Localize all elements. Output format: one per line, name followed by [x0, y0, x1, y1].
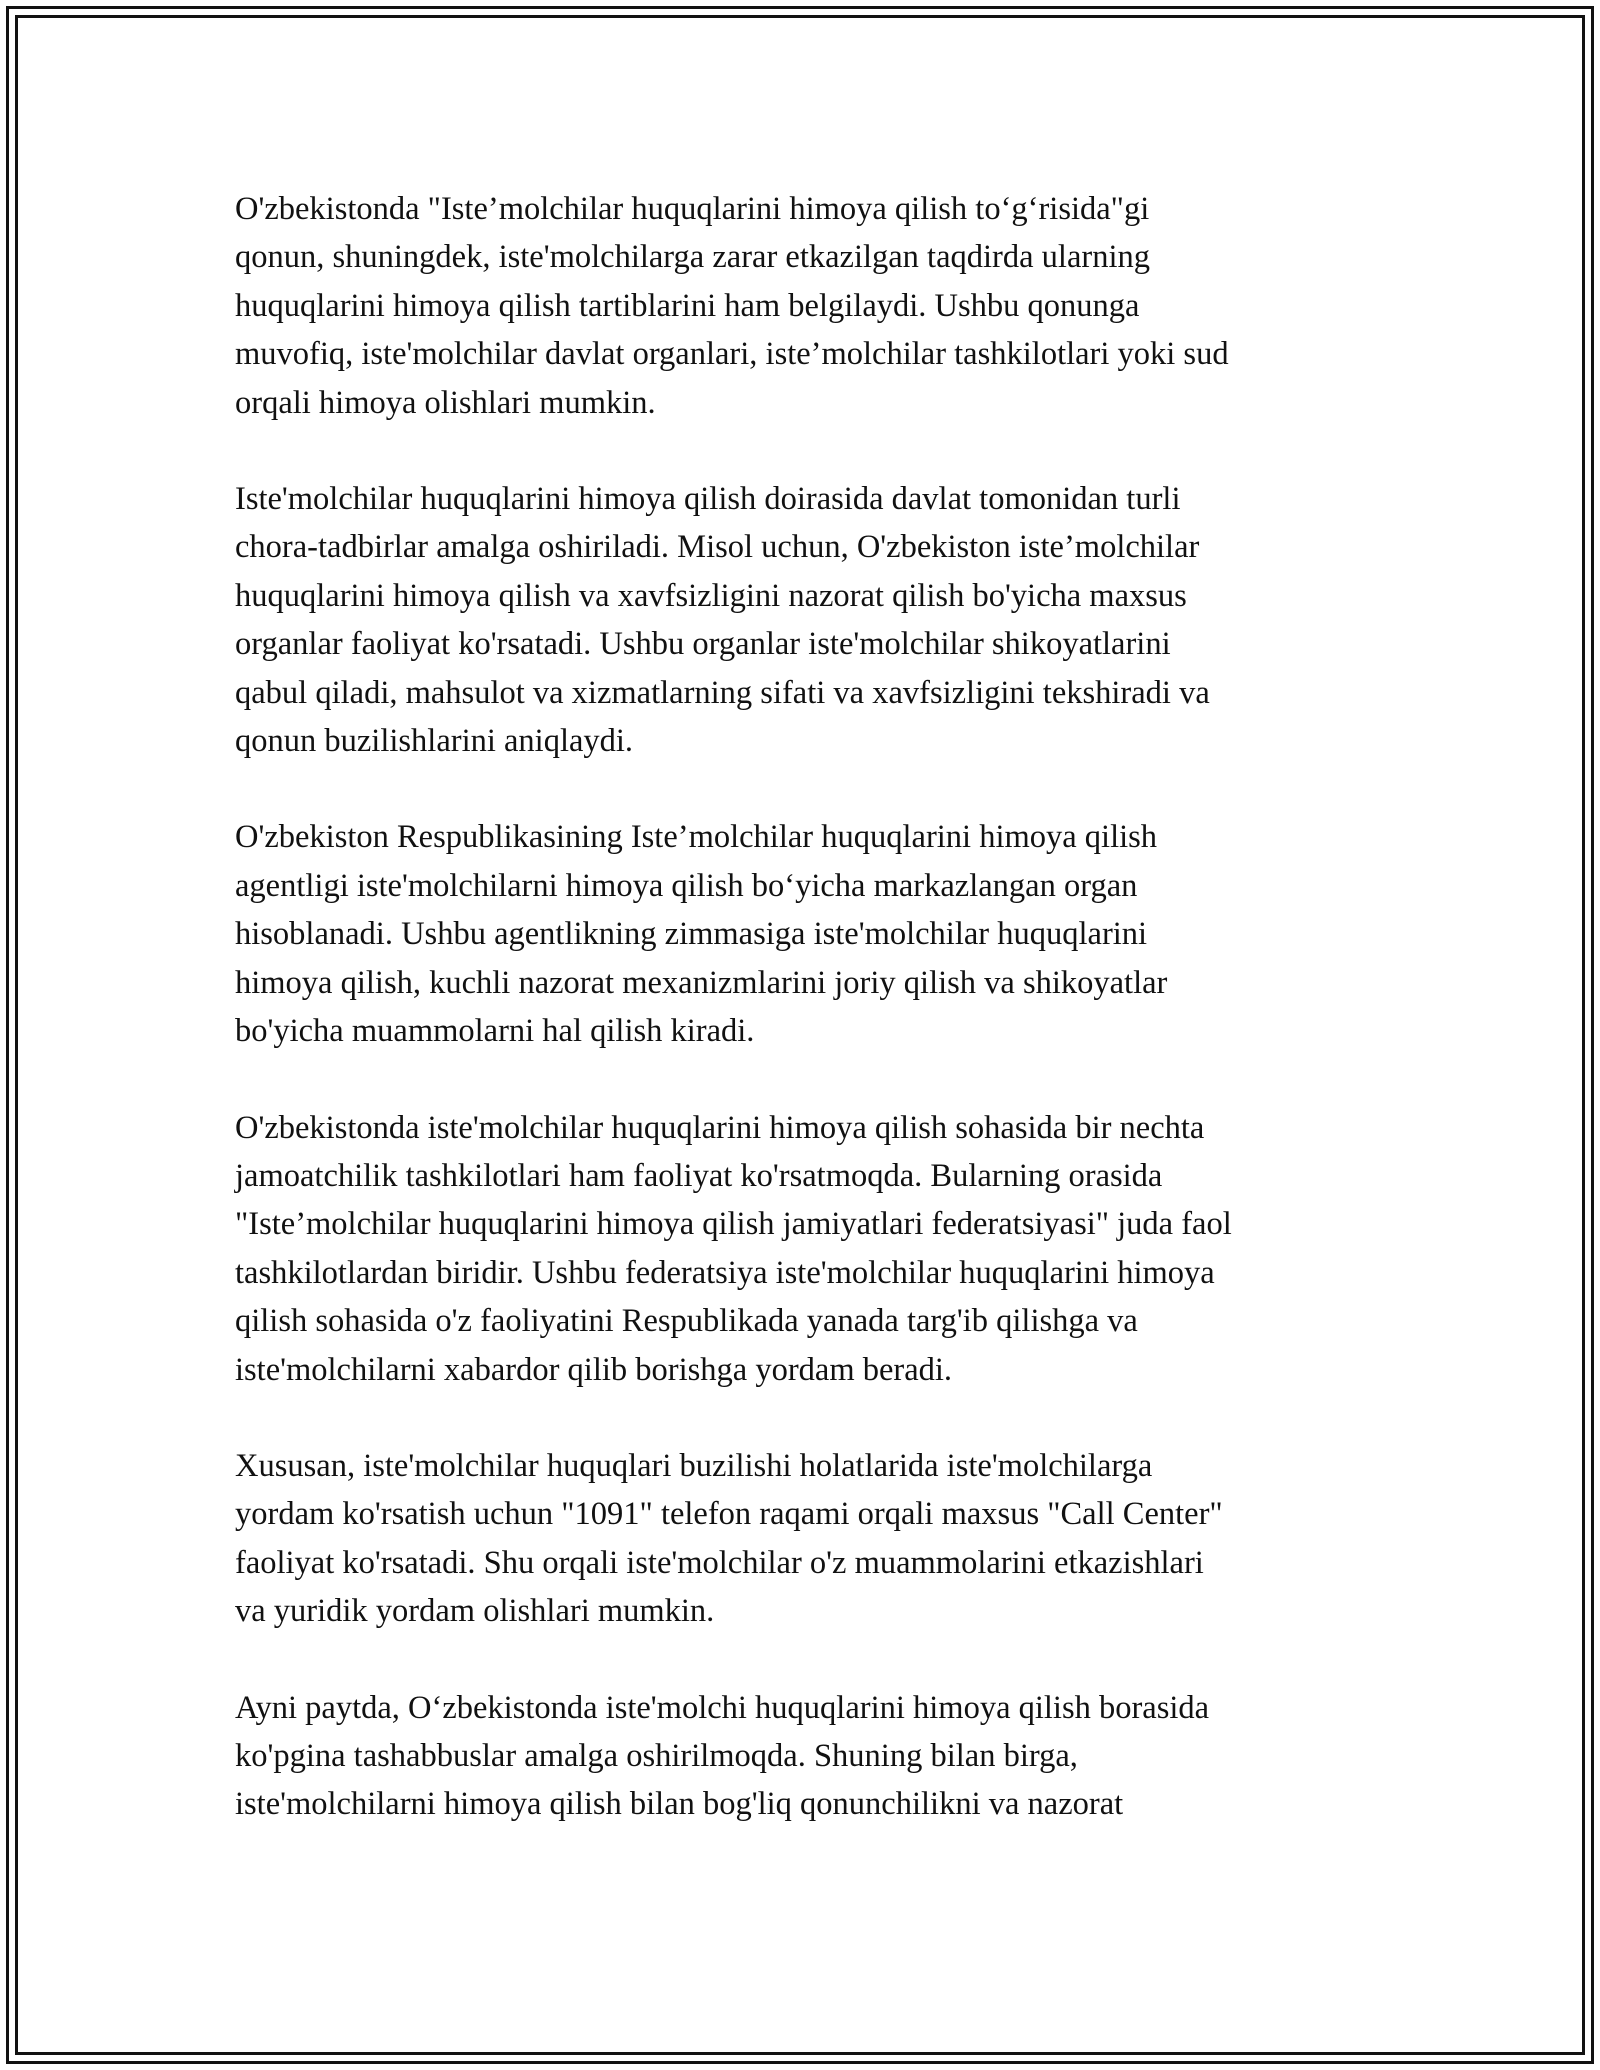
text-line: qonun, shuningdek, iste'molchilarga zarar etkazilgan taqdirda ularning: [235, 239, 1150, 276]
paragraph-4: [235, 1104, 1385, 1394]
paragraph-5: [235, 1442, 1385, 1636]
text-line: O'zbekistonda iste'molchilar huquqlarini himoya qilish sohasida bir nechta: [235, 1109, 1205, 1146]
text-line: chora-tadbirlar amalga oshiriladi. Misol uchun, O'zbekiston iste’molchilar: [235, 529, 1200, 566]
text-line: jamoatchilik tashkilotlari ham faoliyat ko'rsatmoqda. Bularning orasida: [235, 1157, 1163, 1194]
paragraph-6: [235, 1684, 1385, 1829]
text-line: qonun buzilishlarini aniqlaydi.: [235, 723, 634, 760]
paragraph-3: [235, 813, 1385, 1055]
text-line: huquqlarini himoya qilish va xavfsizligini nazorat qilish bo'yicha maxsus: [235, 577, 1187, 614]
paragraph-1: [235, 185, 1385, 427]
text-line: Ayni paytda, O‘zbekistonda iste'molchi huquqlarini himoya qilish borasida: [235, 1689, 1210, 1726]
text-line: ko'pgina tashabbuslar amalga oshirilmoqda. Shuning bilan birga,: [235, 1737, 1078, 1774]
text-line: himoya qilish, kuchli nazorat mexanizmlarini joriy qilish va shikoyatlar: [235, 964, 1168, 1001]
text-line: orqali himoya olishlari mumkin.: [235, 384, 656, 421]
text-line: qabul qiladi, mahsulot va xizmatlarning sifati va xavfsizligini tekshiradi va: [235, 674, 1210, 711]
text-line: Xususan, iste'molchilar huquqlari buzilishi holatlarida iste'molchilarga: [235, 1447, 1153, 1484]
text-line: organlar faoliyat ko'rsatadi. Ushbu organlar iste'molchilar shikoyatlarini: [235, 626, 1171, 663]
text-line: "Iste’molchilar huquqlarini himoya qilish jamiyatlari federatsiyasi" juda faol: [235, 1206, 1232, 1243]
text-line: iste'molchilarni himoya qilish bilan bog'liq qonunchilikni va nazorat: [235, 1786, 1124, 1823]
text-line: yordam ko'rsatish uchun "1091" telefon raqami orqali maxsus "Call Center": [235, 1496, 1223, 1533]
text-line: hisoblanadi. Ushbu agentlikning zimmasiga iste'molchilar huquqlarini: [235, 916, 1148, 953]
text-line: va yuridik yordam olishlari mumkin.: [235, 1593, 715, 1630]
document-body: [235, 185, 1385, 1877]
text-line: Iste'molchilar huquqlarini himoya qilish doirasida davlat tomonidan turli: [235, 481, 1181, 518]
text-line: agentligi iste'molchilarni himoya qilish bo‘yicha markazlangan organ: [235, 867, 1138, 904]
text-line: bo'yicha muammolarni hal qilish kiradi.: [235, 1013, 755, 1050]
text-line: muvofiq, iste'molchilar davlat organlari, iste’molchilar tashkilotlari yoki sud: [235, 336, 1229, 373]
paragraph-2: [235, 475, 1385, 765]
text-line: qilish sohasida o'z faoliyatini Respublikada yanada targ'ib qilishga va: [235, 1303, 1138, 1340]
text-line: O'zbekistonda "Iste’molchilar huquqlarini himoya qilish to‘g‘risida"gi: [235, 191, 1150, 227]
text-line: huquqlarini himoya qilish tartiblarini ham belgilaydi. Ushbu qonunga: [235, 287, 1140, 324]
text-line: iste'molchilarni xabardor qilib borishga yordam beradi.: [235, 1351, 953, 1388]
text-line: faoliyat ko'rsatadi. Shu orqali iste'molchilar o'z muammolarini etkazishlari: [235, 1544, 1204, 1581]
text-line: O'zbekiston Respublikasining Iste’molchilar huquqlarini himoya qilish: [235, 819, 1158, 856]
text-line: tashkilotlardan biridir. Ushbu federatsiya iste'molchilar huquqlarini himoya: [235, 1254, 1215, 1291]
